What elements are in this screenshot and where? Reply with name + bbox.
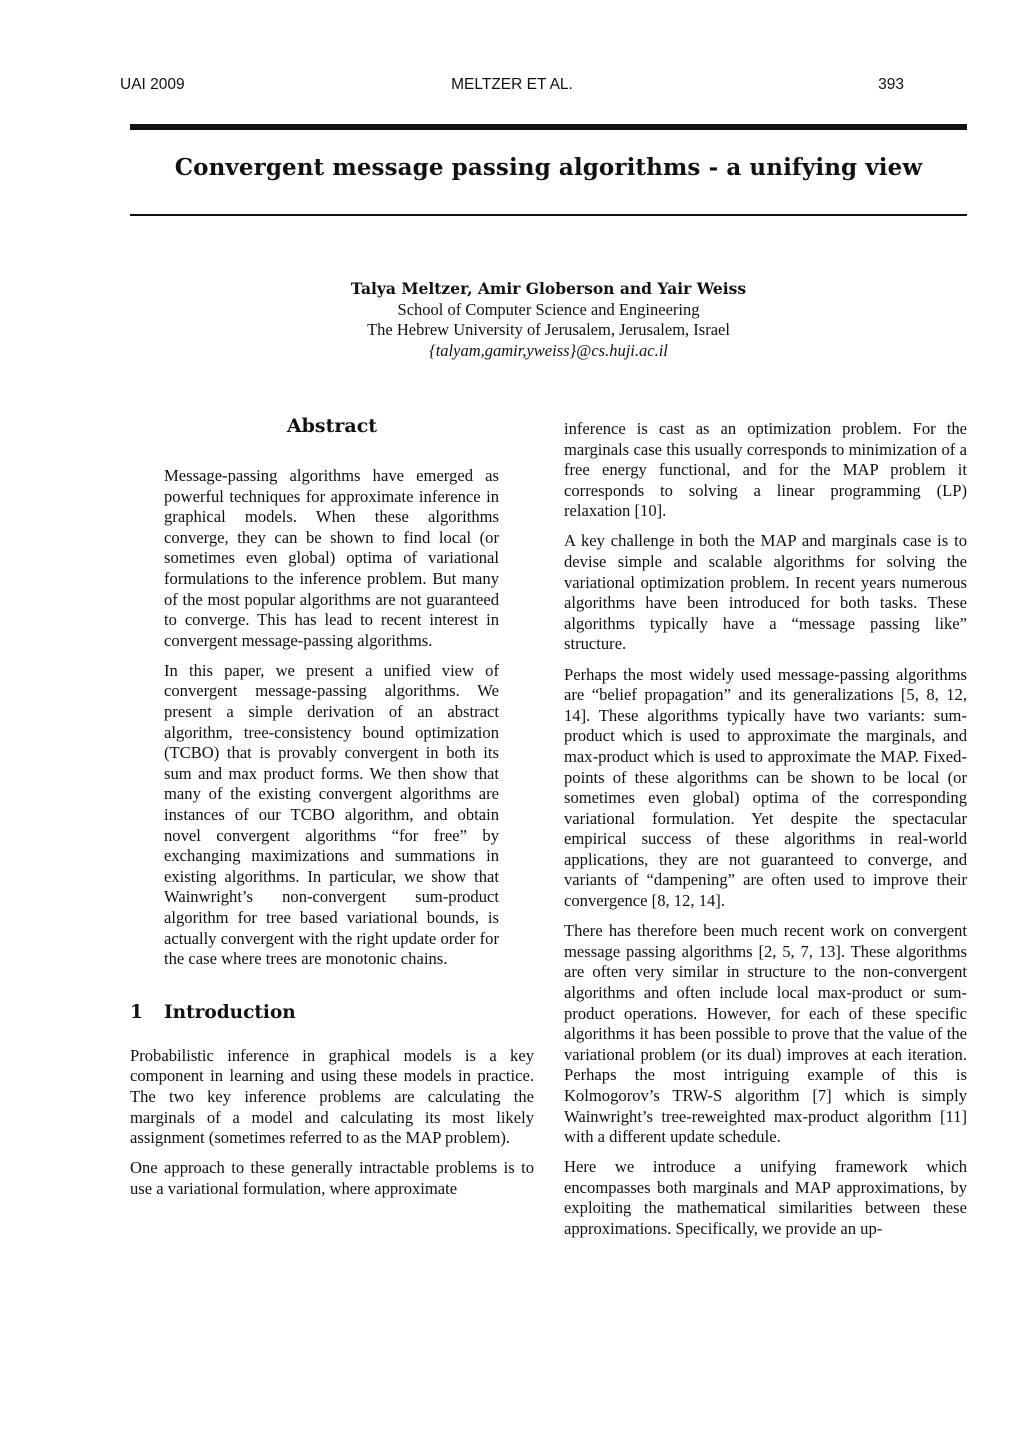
page-number: 393 (878, 76, 904, 93)
abstract-paragraph: In this paper, we present a unified view of convergent message-passing algorithms. We present a simple derivation of an abstract algorithm, tree-consistency bound optimization (TCBO) that is provably convergent in both its sum and max product forms. We then show that many of the existing convergent algorithms are instances of our TCBO algorithm, and obtain novel convergent algorithms “for free” by exchanging maximizations and summations in existing algorithms. In particular, we show that Wainwright’s non-convergent sum-product algorithm for tree based variational bounds, is actually convergent with the right update order for the case where trees are monotonic chains. (164, 660, 499, 969)
author-university: The Hebrew University of Jerusalem, Jerusalem, Israel (367, 320, 730, 340)
author-school: School of Computer Science and Engineering (397, 299, 700, 319)
abstract-body (164, 466, 499, 970)
author-running-head: MELTZER ET AL. (451, 76, 573, 93)
intro-paragraph: Here we introduce a unifying framework which encompasses both marginals and MAP approximations, by exploiting the mathematical similarities between these approximations. Specifically, we provide an up- (564, 1157, 967, 1238)
section-heading-introduction (130, 1000, 534, 1026)
paper-title: Convergent message passing algorithms - a unifying view (174, 154, 923, 181)
intro-paragraph: There has therefore been much recent work on convergent message passing algorithms [2, 5, 7, 13]. These algorithms are often very similar in structure to the non-convergent algorithms and often include local max-product or sum-product operations. However, for each of these specific algorithms it has been possible to prove that the value of the variational problem (or its dual) improves at each iteration. Perhaps the most intriguing example of this is Kolmogorov’s TRW-S algorithm [7] which is simply Wainwright’s tree-reweighted max-product algorithm [11] with a different update schedule. (564, 921, 967, 1147)
running-header (120, 76, 904, 98)
intro-paragraph: A key challenge in both the MAP and marginals case is to devise simple and scalable algorithms for solving the variational optimization problem. In recent years numerous algorithms have been introduced for both tasks. These algorithms typically have a “message passing like” structure. (564, 531, 967, 654)
left-column (130, 412, 534, 1209)
intro-paragraph: Probabilistic inference in graphical models is a key component in learning and using these models in practice. The two key inference problems are calculating the marginals of a model and calculating its most likely assignment (sometimes referred to as the MAP problem). (130, 1045, 534, 1148)
intro-paragraph: Perhaps the most widely used message-passing algorithms are “belief propagation” and its generalizations [5, 8, 12, 14]. These algorithms typically have two variants: sum-product which is used to approximate the marginals, and max-product which is used to approximate the MAP. Fixed-points of these algorithms can be shown to be local (or sometimes even global) optima of the corresponding variational formulation. Yet despite the spectacular empirical success of these algorithms in real-world applications, they are not guaranteed to converge, and variants of “dampening” are often used to improve their convergence [8, 12, 14]. (564, 664, 967, 911)
section-title: Introduction (164, 1001, 296, 1023)
author-names: Talya Meltzer, Amir Globerson and Yair Weiss (350, 279, 747, 298)
section-number: 1 (130, 1001, 143, 1023)
intro-paragraph: One approach to these generally intractable problems is to use a variational formulation, where approximate (130, 1158, 534, 1198)
abstract-paragraph: Message-passing algorithms have emerged as powerful techniques for approximate inference in graphical models. When these algorithms converge, they can be shown to find local (or sometimes even global) optima of variational formulations to the inference problem. But many of the most popular algorithms are not guaranteed to converge. This has lead to recent interest in convergent message-passing algorithms. (164, 466, 499, 650)
right-column (564, 419, 967, 1249)
abstract-heading: Abstract (286, 415, 378, 437)
intro-paragraph: inference is cast as an optimization problem. For the marginals case this usually corresponds to minimization of a free energy functional, and for the MAP problem it corresponds to solving a linear programming (LP) relaxation [10]. (564, 419, 967, 521)
author-block (130, 279, 967, 361)
author-email: {talyam,gamir,yweiss}@cs.huji.ac.il (429, 340, 668, 360)
title-top-rule (130, 124, 967, 130)
conference-label: UAI 2009 (120, 76, 185, 93)
title-bottom-rule (130, 214, 967, 216)
